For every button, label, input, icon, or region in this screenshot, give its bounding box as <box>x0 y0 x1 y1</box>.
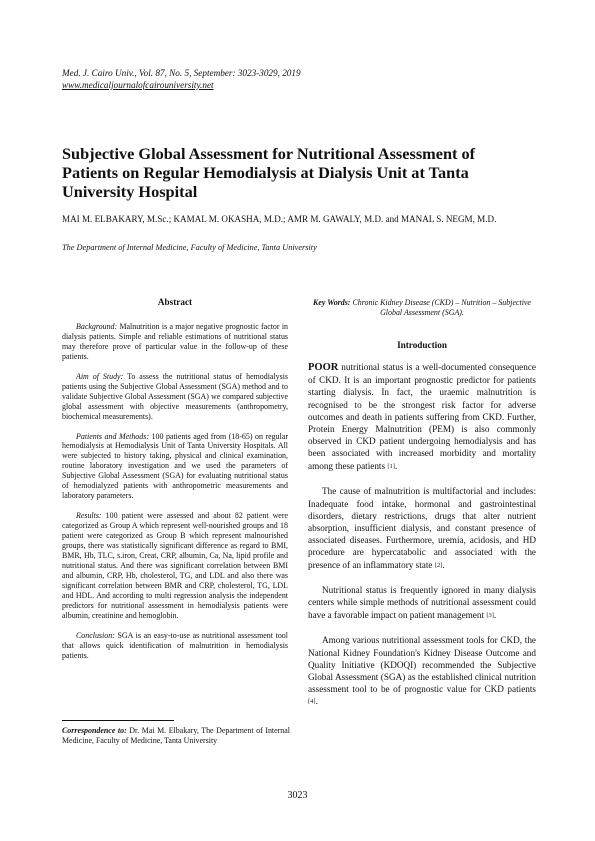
background-label: Background: <box>76 321 118 331</box>
intro-paragraph: Among various nutritional assessment tools for CKD, the National Kidney Foundation's Kidney Disease Outcome and Quality Initiative (KDOQI) recommended the Subjective Global Assessment (SGA) as the established clinical nutrition assessment tool to be of prognostic value for CKD patients [4]. <box>308 635 536 707</box>
methods-text: 100 patients aged from (18-65) on regular hemodialysis at Hemodialysis Unit of Tanta University Hospitals. All were subjected to history taking, physical and clinical examination, routine laboratory investigation and we used the parameters of Subjective Global Assessment (SGA) for evaluating nutritional status of hemodialyzed patients with anthropometric measurements and laboratory parameters. <box>62 431 288 501</box>
citation-ref[interactable]: [1] <box>387 462 395 470</box>
citation-ref[interactable]: [2] <box>434 561 443 569</box>
keywords-text: Chronic Kidney Disease (CKD) – Nutrition – Subjective Global Assessment (SGA). <box>352 298 531 317</box>
methods-label: Patients and Methods: <box>76 431 149 441</box>
keywords-label: Key Words: <box>313 298 351 307</box>
conclusion-label: Conclusion: <box>76 630 115 640</box>
background-text: Malnutrition is a major negative prognostic factor in dialysis patients. Simple and reliable estimations of nutritional status may therefore prove of particular value in the follow-up of these patients. <box>62 321 288 361</box>
affiliation: The Department of Internal Medicine, Faculty of Medicine, Tanta University <box>62 243 317 252</box>
results-text: 100 patient were assessed and about 82 patient were categorized as Group A which represent well-nourished groups and 18 patient were categorized as Group B which represent malnourished groups, there was statistically significant difference as regard to BMI, BMR, Hb, TLC, s.iron, Creat, CRP, albumin, Ca, Na, lipid profile and nutritional status. And there was significant correlation between BMI and albumin, CRP, Hb, cholesterol, TG, and LDL and also there was significant correlation between BMR and CRP, cholesterol, TG, LDL and HDL. And according to multi regression analysis the independent predictors for nutritional assessment in hemodialysis patients were albumin, creatinine and hemoglobin. <box>62 511 289 620</box>
abstract-methods <box>62 432 288 502</box>
correspondence-note <box>62 726 290 746</box>
correspondence-text: Dr. Mai M. Elbakary, The Department of Internal Medicine, Faculty of Medicine, Tanta University <box>62 726 290 745</box>
citation-ref[interactable]: [4] <box>308 698 316 706</box>
abstract-heading: Abstract <box>157 297 193 307</box>
journal-citation: Med. J. Cairo Univ., Vol. 87, No. 5, September: 3023-3029, 2019 <box>62 68 301 78</box>
paper-title: Subjective Global Assessment for Nutritional Assessment of Patients on Regular Hemodialysis at Dialysis Unit at Tanta University Hospital <box>62 144 476 201</box>
abstract-background <box>62 322 288 362</box>
abstract-results <box>62 511 288 620</box>
intro-paragraph: The cause of malnutrition is multifactorial and includes: Inadequate food intake, hormonal and gastrointestinal disorders, dietary restrictions, drugs that alter nutrient absorption, insufficient dialysis, and constant presence of associated diseases. Furthermore, uremia, acidosis, and HD procedure are hypercatabolic and associated with the presence of an inflammatory state [2]. <box>308 486 536 570</box>
abstract-aim <box>62 372 288 422</box>
conclusion-text: SGA is an easy-to-use as nutritional assessment tool that allows quick identification of malnutrition in hemodialysis patients. <box>62 630 288 660</box>
abstract-section <box>62 298 288 671</box>
introduction-heading: Introduction <box>397 340 447 350</box>
aim-label: Aim of Study: <box>76 371 124 381</box>
intro-paragraph: POOR nutritional status is a well-documented consequence of CKD. It is an important prognostic predictor for patients starting dialysis. In fact, the uraemic malnutrition is recognised to be the strongest risk factor for adverse outcomes and death in patients suffering from CKD. Further, Protein Energy Malnutrition (PEM) is also commonly observed in CKD patient undergoing hemodialysis and has been associated with increased morbidity and mortality among these patients [1]. <box>308 362 536 471</box>
intro-paragraph: Nutritional status is frequently ignored in many dialysis centers while simple methods of nutritional assessment could have a favorable impact on patient management [3]. <box>308 585 536 620</box>
aim-text: To assess the nutritional status of hemodialysis patients using the Subjective Global Assessment (SGA) method and to validate Subjective Global Assessment (SGA) we compared subjective global assessment with objective measurements (anthropometry, biochemical measurements). <box>62 371 288 421</box>
page-number: 3023 <box>287 790 308 801</box>
journal-url-link[interactable]: www.medicaljournalofcairouniversity.net <box>62 79 214 90</box>
author-list: MAI M. ELBAKARY, M.Sc.; KAMAL M. OKASHA, M.D.; AMR M. GAWALY, M.D. and MANAL S. NEGM, M.D. <box>62 214 497 224</box>
keywords <box>308 298 536 318</box>
abstract-conclusion <box>62 631 288 661</box>
journal-header <box>62 68 301 91</box>
citation-ref[interactable]: [3] <box>486 611 494 619</box>
results-label: Results: <box>76 511 102 521</box>
lead-word: POOR <box>308 362 339 373</box>
footnote-divider <box>62 720 174 721</box>
correspondence-label: Correspondence to: <box>62 726 127 735</box>
introduction-body <box>308 361 536 721</box>
